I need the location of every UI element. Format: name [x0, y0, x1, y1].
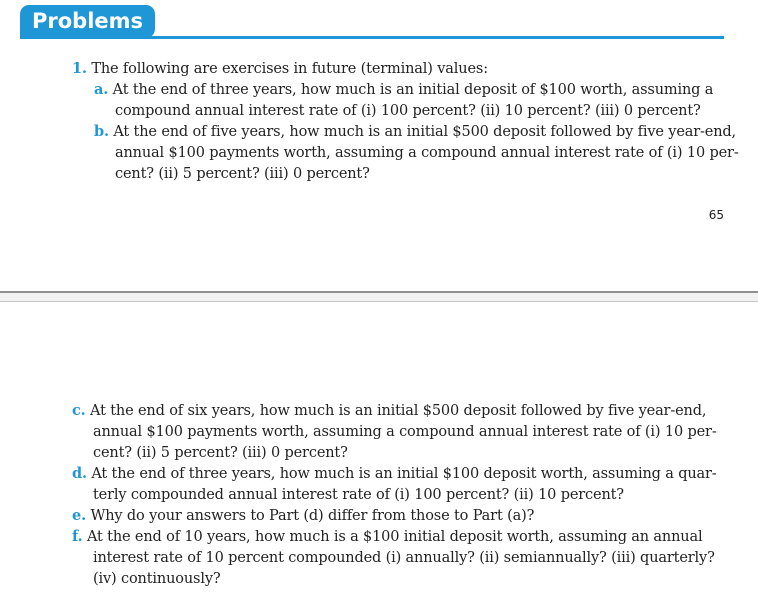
part-e — [72, 505, 534, 527]
part-line: At the end of three years, how much is an initial $100 deposit worth, assuming a quar- — [91, 466, 717, 482]
part-line: cent? (ii) 5 percent? (iii) 0 percent? — [115, 166, 370, 182]
part-line: interest rate of 10 percent compounded (i) annually? (ii) semiannually? (iii) quarterly? — [93, 550, 715, 566]
part-line: Why do your answers to Part (d) differ from those to Part (a)? — [90, 508, 535, 524]
part-line: At the end of 10 years, how much is a $100 initial deposit worth, assuming an annual — [86, 529, 703, 545]
part-line: At the end of five years, how much is an initial $500 deposit followed by five year-end, — [113, 124, 736, 140]
part-line: compound annual interest rate of (i) 100 percent? (ii) 10 percent? (iii) 0 percent? — [115, 103, 701, 119]
part-label: b. — [94, 123, 109, 140]
part-label: a. — [94, 81, 109, 98]
problem-1-heading — [72, 58, 488, 80]
part-line: cent? (ii) 5 percent? (iii) 0 percent? — [93, 445, 348, 461]
part-line: At the end of six years, how much is an initial $500 deposit followed by five year-end, — [90, 403, 707, 419]
problem-intro: The following are exercises in future (terminal) values: — [91, 61, 488, 77]
part-f — [72, 526, 715, 590]
problem-number: 1. — [72, 60, 87, 77]
part-line: At the end of three years, how much is an initial deposit of $100 worth, assuming a — [112, 82, 714, 98]
part-label: d. — [72, 465, 87, 482]
page-number: 65 — [708, 208, 724, 222]
section-title: Problems — [20, 5, 155, 38]
part-b — [94, 121, 739, 185]
section-rule — [20, 36, 724, 39]
part-label: f. — [72, 528, 83, 545]
part-c — [72, 400, 717, 464]
part-label: e. — [72, 507, 86, 524]
part-line: annual $100 payments worth, assuming a compound annual interest rate of (i) 10 per- — [115, 145, 739, 161]
page-break — [0, 291, 758, 302]
part-line: annual $100 payments worth, assuming a compound annual interest rate of (i) 10 per- — [93, 424, 717, 440]
part-a — [94, 79, 713, 122]
part-d — [72, 463, 717, 506]
part-line: terly compounded annual interest rate of (i) 100 percent? (ii) 10 percent? — [93, 487, 624, 503]
part-label: c. — [72, 402, 86, 419]
part-line: (iv) continuously? — [93, 571, 221, 587]
